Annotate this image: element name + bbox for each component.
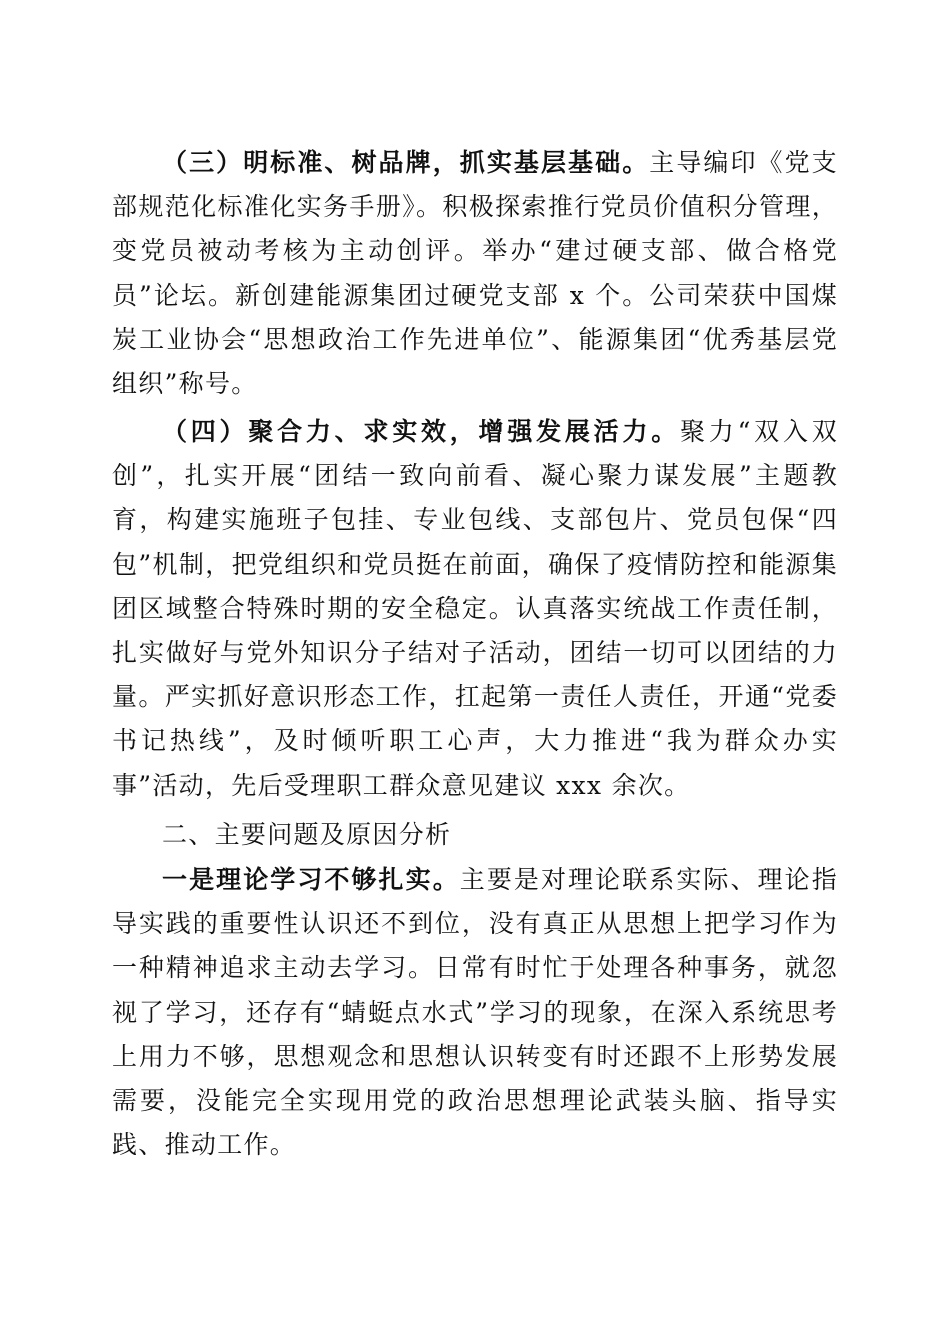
section-heading: 二、主要问题及原因分析 <box>162 820 452 849</box>
paragraph-four-lead: （四）聚合力、求实效，增强发展活力。 <box>162 417 681 446</box>
problem-body: 主要是对理论联系实际、理论指导实践的重要性认识还不到位，没有真正从思想上把学习作为一种精神追求主动去学习。日常有时忙于处理各种事务，就忽视了学习，还存有“蜻蜓点水式”学习的现象，在深入系统思考上用力不够，思想观念和思想认识转变有时还跟不上形势发展需要，没能完全实现用党的政治思想理论武装头脑、指导实践、推动工作。 <box>112 865 838 1160</box>
problem-lead: 一是理论学习不够扎实。 <box>162 865 460 894</box>
paragraph-four-body: 聚力“双入双创”，扎实开展“团结一致向前看、凝心聚力谋发展”主题教育，构建实施班子包挂、专业包线、支部包片、党员包保“四包”机制，把党组织和党员挺在前面，确保了疫情防控和能源集团区域整合特殊时期的安全稳定。认真落实统战工作责任制，扎实做好与党外知识分子结对子活动，团结一切可以团结的力量。严实抓好意识形态工作，扛起第一责任人责任，开通“党委书记热线”，及时倾听职工心声，大力推进“我为群众办实事”活动，先后受理职工群众意见建议 xxx 余次。 <box>112 417 838 800</box>
paragraph-three-lead: （三）明标准、树品牌，抓实基层基础。 <box>162 148 650 177</box>
problem-paragraph <box>112 858 838 1167</box>
paragraph-three-body: 主导编印《党支部规范化标准化实务手册》。积极探索推行党员价值积分管理，变党员被动考核为主动创评。举办“建过硬支部、做合格党员”论坛。新创建能源集团过硬党支部 x 个。公司荣获中国煤炭工业协会“思想政治工作先进单位”、能源集团“优秀基层党组织”称号。 <box>112 148 838 399</box>
paragraph-four <box>112 410 838 808</box>
paragraph-three <box>112 141 838 406</box>
